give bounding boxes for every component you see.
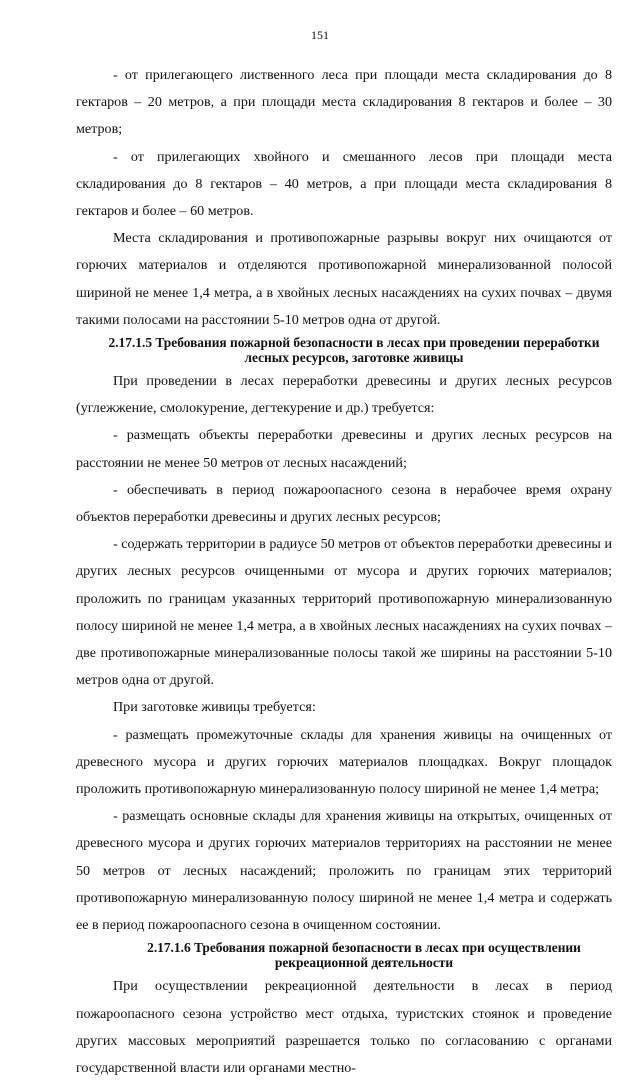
paragraph-resin-intro: При заготовке живицы требуется:	[113, 699, 316, 716]
paragraph-processing-intro: При проведении в лесах переработки древесины и других лесных ресурсов (углежжение, смолокурение, дегтекурение и др.) требуется:	[76, 373, 612, 417]
paragraph-conifer-forest-distance: - от прилегающих хвойного и смешанного лесов при площади места складирования до 8 гектаров – 40 метров, а при площади места складирования 8 гектаров и более – 60 метров.	[76, 148, 612, 220]
heading-line-2: лесных ресурсов, заготовке живицы	[244, 349, 464, 365]
paragraph-leaf-forest-distance: - от прилегающего лиственного леса при площади места складирования до 8 гектаров – 20 метров, а при площади места складирования 8 гектаров и более – 30 метров;	[76, 67, 612, 138]
list-item-guard-objects: - обеспечивать в период пожароопасного сезона в нерабочее время охрану объектов переработки древесины и других лесных ресурсов;	[76, 481, 612, 526]
list-item-main-storage: - размещать основные склады для хранения живицы на открытых, очищенных от древесного мусора и других горючих материалов территориях на расстоянии не менее 50 метров от лесных насаждений; проложить по границам этих территорий противопожарную минерализованную полосу шириной не менее 1,4 метра и содержать ее в период пожароопасного сезона в очищенном состоянии.	[76, 808, 612, 934]
heading-line-1: 2.17.1.5 Требования пожарной безопасности в лесах при проведении переработки	[108, 335, 600, 351]
section-heading-2-17-1-5	[76, 334, 612, 368]
list-item-intermediate-storage: - размещать промежуточные склады для хранения живицы на очищенных от древесного мусора и других горючих материалов площадках. Вокруг площадок проложить противопожарную минерализованную полосу шириной не менее 1,4 метра;	[76, 726, 612, 798]
page-body	[76, 62, 612, 1082]
list-item-place-objects: - размещать объекты переработки древесины и других лесных ресурсов на расстоянии не менее 50 метров от лесных насаждений;	[76, 427, 612, 471]
paragraph-storage-clearing: Места складирования и противопожарные разрывы вокруг них очищаются от горючих материалов и отделяются противопожарной минерализованной полосой шириной не менее 1,4 метра, а в хвойных лесных насаждениях на сухих почвах – двумя такими полосами на расстоянии 5-10 метров одна от другой.	[76, 230, 612, 328]
heading-line-1: 2.17.1.6 Требования пожарной безопасности в лесах при осуществлении	[147, 940, 581, 956]
paragraph-recreation: При осуществлении рекреационной деятельности в лесах в период пожароопасного сезона устройство мест отдыха, туристских стоянок и проведение других массовых мероприятий разрешается только по согласованию с органами государственной власти или органами местно-	[76, 978, 612, 1076]
section-heading-2-17-1-6	[76, 939, 612, 973]
page-number: 151	[311, 28, 329, 42]
heading-line-2: рекреационной деятельности	[274, 954, 454, 970]
list-item-maintain-territory: - содержать территории в радиусе 50 метров от объектов переработки древесины и других лесных ресурсов очищенными от мусора и других горючих материалов; проложить по границам указанных территорий противопожарную минерализованную полосу шириной не менее 1,4 метра, а в хвойных лесных насаждениях на сухих почвах – две противопожарные минерализованные полосы такой же ширины на расстоянии 5-10 метров одна от другой.	[76, 536, 612, 689]
